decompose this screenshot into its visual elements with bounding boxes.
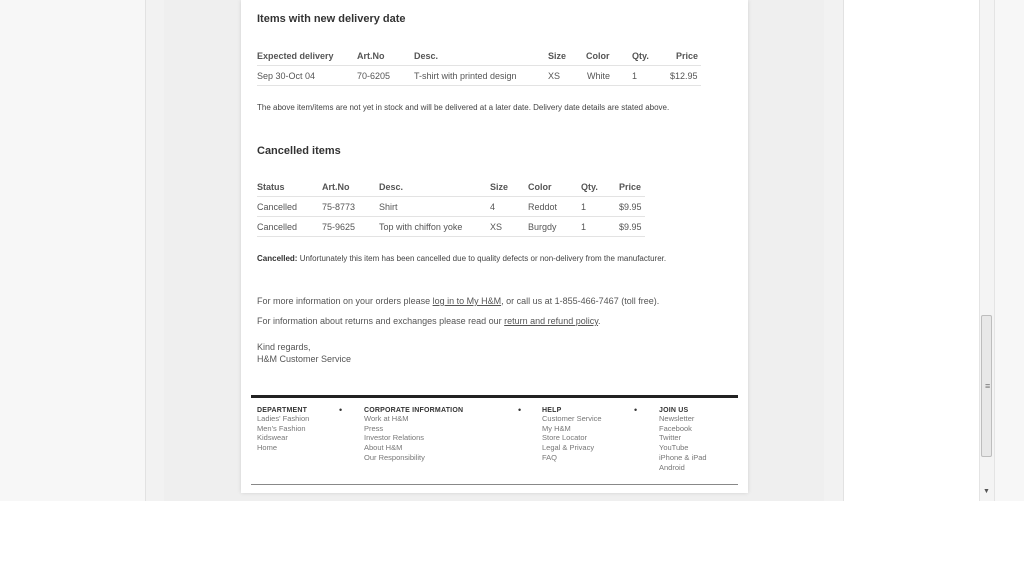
signature: H&M Customer Service [257, 354, 352, 364]
orders-info-line [257, 296, 659, 306]
footer-department [257, 407, 309, 453]
column-header: Status [257, 182, 285, 192]
column-header: Art.No [322, 182, 350, 192]
refund-policy-link[interactable]: return and refund policy [504, 316, 599, 326]
row-divider [257, 216, 645, 217]
table-cell: Burgdy [528, 222, 557, 232]
cancelled-note-text: Unfortunately this item has been cancelled due to quality defects or non-delivery from the manufacturer. [297, 254, 667, 263]
footer-link[interactable]: iPhone & iPad [659, 452, 707, 462]
table-cell: T-shirt with printed design [414, 71, 517, 81]
footer-link[interactable]: Twitter [659, 433, 682, 443]
footer-link[interactable]: About H&M [364, 443, 403, 453]
table-cell: 1 [581, 222, 587, 232]
row-divider [257, 236, 645, 237]
greeting: Kind regards, [257, 342, 311, 352]
footer-link[interactable]: Men's Fashion [257, 423, 306, 433]
new-delivery-note: The above item/items are not yet in stock and will be delivered at a later date. Delivery date details are stated above. [257, 103, 670, 112]
returns-info-text: For information about returns and exchanges please read our [257, 316, 505, 326]
table-cell: 4 [490, 202, 496, 212]
footer-divider [251, 395, 738, 398]
grip-lines-icon: ≡ [985, 381, 991, 391]
table-cell: 70-6205 [357, 71, 391, 81]
column-header: Art.No [357, 51, 385, 61]
footer-join [659, 407, 707, 472]
footer-heading: DEPARTMENT [257, 407, 308, 414]
my-hm-login-link[interactable]: log in to My H&M [432, 296, 502, 306]
table-cell: $9.95 [619, 202, 642, 212]
cancelled-heading: Cancelled items [257, 145, 341, 157]
footer-link[interactable]: YouTube [659, 443, 689, 453]
footer-link[interactable]: Investor Relations [364, 433, 425, 443]
footer-bullet: • [634, 405, 638, 415]
column-header: Price [676, 51, 699, 61]
table-cell: 1 [581, 202, 587, 212]
table-cell: Cancelled [257, 202, 298, 212]
table-cell: White [587, 71, 611, 81]
table-cell: XS [548, 71, 561, 81]
cancelled-note-label: Cancelled: [257, 254, 298, 263]
returns-info-line [257, 316, 601, 326]
row-divider [257, 65, 701, 66]
table-cell: Reddot [528, 202, 558, 212]
returns-info-text: . [598, 316, 601, 326]
new-delivery-heading: Items with new delivery date [257, 13, 406, 25]
table-cell: $12.95 [670, 71, 698, 81]
arrow-down-icon[interactable]: ▼ [983, 488, 990, 495]
table-cell: Sep 30-Oct 04 [257, 71, 316, 81]
page-gutter-right [824, 0, 844, 501]
footer-bullet: • [339, 405, 343, 415]
column-header: Price [619, 182, 642, 192]
footer-corporate [364, 407, 463, 463]
vertical-scrollbar[interactable] [979, 0, 995, 501]
column-header: Qty. [581, 182, 598, 192]
table-cell: Cancelled [257, 222, 298, 232]
footer-bullet: • [518, 405, 522, 415]
column-header: Qty. [632, 51, 649, 61]
footer-heading: CORPORATE INFORMATION [364, 407, 464, 414]
page-gutter-left [145, 0, 165, 501]
footer-link[interactable]: My H&M [542, 423, 571, 433]
orders-info-text: For more information on your orders please [257, 296, 433, 306]
footer-link[interactable]: Press [364, 423, 384, 433]
table-cell: 75-9625 [322, 222, 356, 232]
footer-link[interactable]: Facebook [659, 423, 692, 433]
footer-link[interactable]: Home [257, 443, 278, 453]
scrollbar-thumb[interactable] [981, 315, 992, 457]
footer-help [542, 407, 602, 463]
footer-link[interactable]: Customer Service [542, 414, 602, 423]
table-cell: 1 [632, 71, 638, 81]
column-header: Expected delivery [257, 51, 334, 61]
footer-link[interactable]: Android [659, 462, 685, 472]
footer-link[interactable]: Kidswear [257, 433, 288, 443]
orders-info-text: , or call us at 1-855-466-7467 (toll free). [501, 296, 660, 306]
footer-link[interactable]: Ladies' Fashion [257, 414, 310, 423]
footer-heading: JOIN US [659, 407, 689, 414]
footer-link[interactable]: FAQ [542, 452, 558, 462]
column-header: Size [490, 182, 509, 192]
row-divider [257, 196, 645, 197]
table-cell: 75-8773 [322, 202, 356, 212]
column-header: Color [528, 182, 552, 192]
table-cell: Top with chiffon yoke [379, 222, 463, 232]
footer-link[interactable]: Newsletter [659, 414, 695, 423]
table-cell: Shirt [379, 202, 398, 212]
side-panel [843, 0, 980, 501]
footer-bottom-rule [251, 484, 738, 485]
table-cell: XS [490, 222, 503, 232]
email-body [241, 0, 748, 493]
footer-link[interactable]: Work at H&M [364, 414, 409, 423]
column-header: Desc. [379, 182, 404, 192]
cancelled-note [257, 254, 666, 263]
column-header: Desc. [414, 51, 439, 61]
row-divider [257, 85, 701, 86]
footer-link[interactable]: Store Locator [542, 433, 588, 443]
column-header: Size [548, 51, 567, 61]
footer-link[interactable]: Our Responsibility [364, 452, 425, 462]
footer-link[interactable]: Legal & Privacy [542, 443, 595, 453]
table-cell: $9.95 [619, 222, 642, 232]
column-header: Color [586, 51, 610, 61]
footer-heading: HELP [542, 407, 562, 414]
